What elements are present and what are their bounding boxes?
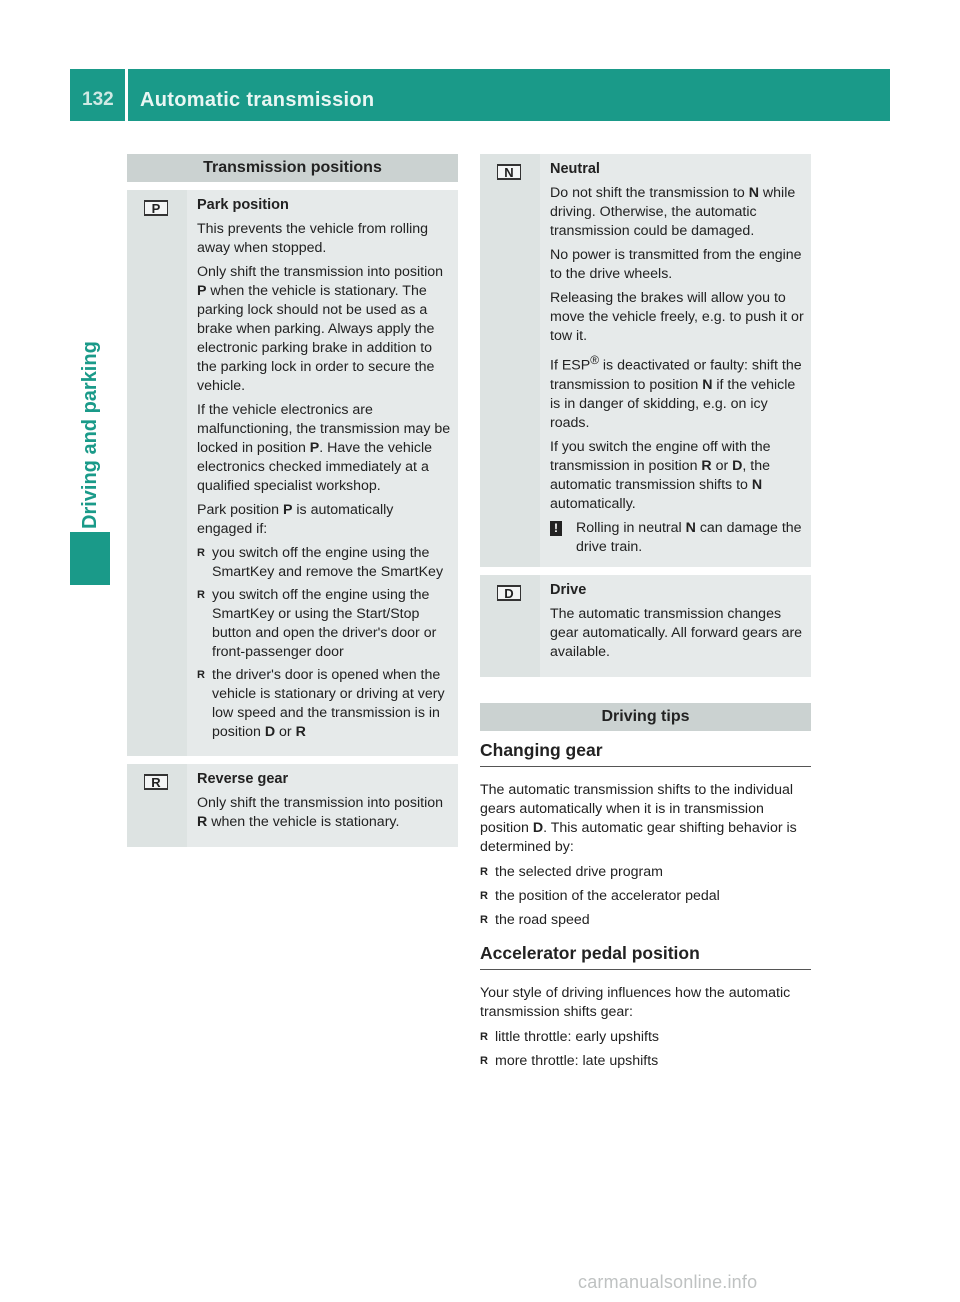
side-tab-label: Driving and parking bbox=[79, 341, 101, 529]
side-tab-marker bbox=[70, 532, 110, 585]
list-item: R you switch off the engine using the SmartKey and remove the SmartKey bbox=[197, 544, 452, 582]
chapter-title: Automatic transmission bbox=[140, 89, 375, 111]
drive-row bbox=[480, 575, 811, 677]
park-text-3: If the vehicle electronics are malfunctioning, the transmission may be locked in position P. Have the vehicle electronics checked immediately at a qualified specialist workshop. bbox=[197, 402, 451, 494]
accelerator-pedal-title: Accelerator pedal position bbox=[480, 944, 811, 970]
neutral-text-4: If ESP® is deactivated or faulty: shift the transmission to position N if the vehicle is in danger of skidding, e.g. on icy roads. bbox=[550, 353, 802, 431]
warning-icon: ! bbox=[550, 521, 562, 536]
list-item: R little throttle: early upshifts bbox=[480, 1028, 811, 1047]
neutral-warning: ! Rolling in neutral N can damage the drive train. bbox=[550, 519, 805, 557]
park-text-4: Park position P is automatically engaged if: bbox=[197, 502, 394, 537]
changing-gear-title: Changing gear bbox=[480, 741, 811, 767]
neutral-title: Neutral bbox=[550, 161, 600, 177]
page-header bbox=[70, 69, 890, 121]
list-item: R more throttle: late upshifts bbox=[480, 1052, 811, 1071]
drive-symbol-icon: D bbox=[497, 585, 521, 601]
header-separator bbox=[125, 69, 128, 121]
transmission-positions-heading: Transmission positions bbox=[127, 154, 458, 182]
driving-tips-heading: Driving tips bbox=[480, 703, 811, 731]
driving-tips-section bbox=[480, 703, 811, 1076]
reverse-symbol-icon: R bbox=[144, 774, 168, 790]
neutral-row bbox=[480, 154, 811, 567]
park-row bbox=[127, 190, 458, 756]
park-title: Park position bbox=[197, 197, 289, 213]
changing-gear-text: The automatic transmission shifts to the individual gears automatically when it is in transmission position D. This automatic gear shifting behavior is determined by: bbox=[480, 782, 797, 855]
list-item: R the selected drive program bbox=[480, 863, 811, 882]
drive-title: Drive bbox=[550, 581, 587, 598]
neutral-text-2: No power is transmitted from the engine to the drive wheels. bbox=[550, 247, 802, 282]
reverse-text: Only shift the transmission into position R when the vehicle is stationary. bbox=[197, 795, 444, 830]
park-symbol-icon: P bbox=[144, 200, 168, 216]
accelerator-pedal-list bbox=[480, 1028, 811, 1071]
drive-text: The automatic transmission changes gear automatically. All forward gears are available. bbox=[550, 605, 803, 660]
park-text-2: Only shift the transmission into position P when the vehicle is stationary. The parking lock should not be used as a brake when parking. Always apply the electronic parking brake in addition to the parking lock in order to secure the vehicle. bbox=[197, 264, 444, 394]
reverse-title: Reverse gear bbox=[197, 771, 289, 787]
list-item: R you switch off the engine using the SmartKey or using the Start/Stop button and open the driver's door or front-passenger door bbox=[197, 586, 452, 662]
park-conditions-list bbox=[197, 544, 452, 742]
neutral-text-5: If you switch the engine off with the transmission in position R or D, the automatic transmission shifts to N automatically. bbox=[550, 438, 771, 512]
side-tab bbox=[70, 121, 110, 585]
watermark: carmanualsonline.info bbox=[578, 1272, 758, 1292]
neutral-text-1: Do not shift the transmission to N while driving. Otherwise, the automatic transmission could be damaged. bbox=[550, 185, 796, 239]
right-column bbox=[480, 154, 811, 677]
neutral-symbol-icon: N bbox=[497, 164, 521, 180]
reverse-row bbox=[127, 764, 458, 847]
list-item: R the driver's door is opened when the vehicle is stationary or driving at very low speed and the transmission is in position D or R bbox=[197, 666, 452, 742]
park-text-1: This prevents the vehicle from rolling away when stopped. bbox=[197, 221, 429, 256]
list-item: R the position of the accelerator pedal bbox=[480, 887, 811, 906]
accelerator-pedal-text: Your style of driving influences how the automatic transmission shifts gear: bbox=[480, 985, 791, 1020]
page-number: 132 bbox=[82, 89, 114, 110]
left-column bbox=[127, 154, 458, 847]
neutral-text-3: Releasing the brakes will allow you to move the vehicle freely, e.g. to push it or tow it. bbox=[550, 290, 804, 344]
changing-gear-list bbox=[480, 863, 811, 930]
list-item: R the road speed bbox=[480, 911, 811, 930]
